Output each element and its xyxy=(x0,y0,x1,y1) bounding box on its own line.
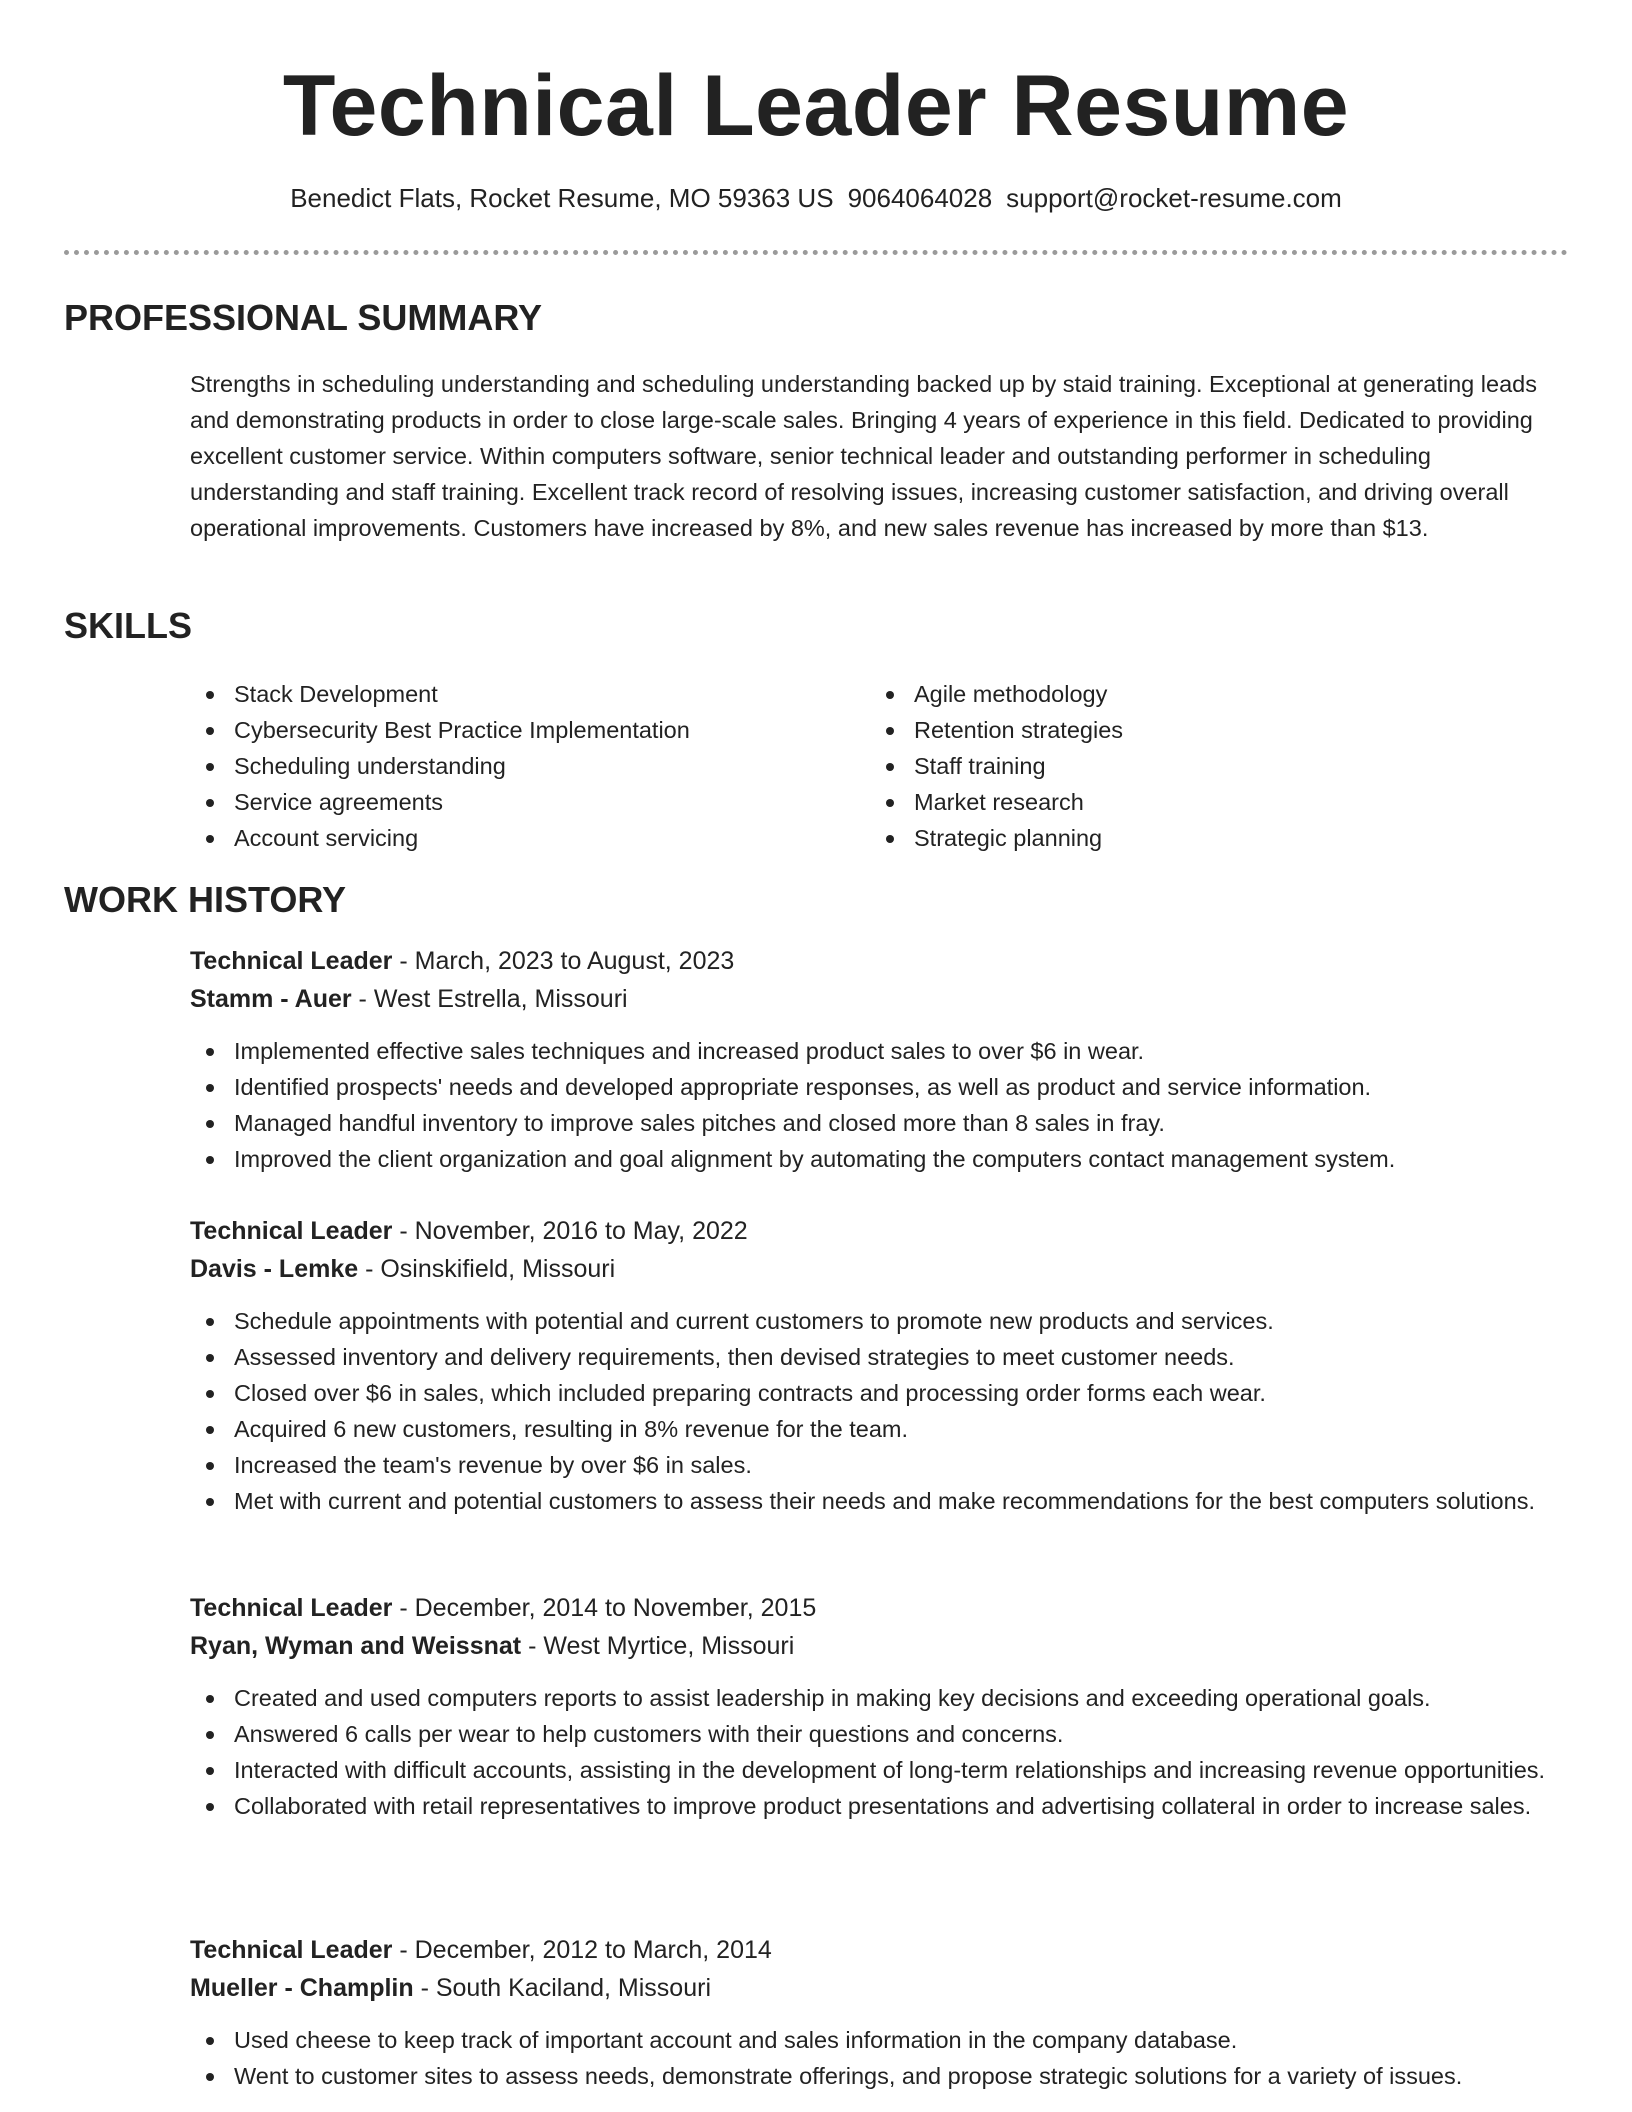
skills-heading: SKILLS xyxy=(64,605,193,646)
skill-item: Agile methodology xyxy=(870,676,1550,712)
job-title-line xyxy=(190,1212,1568,1250)
skill-item: Cybersecurity Best Practice Implementation xyxy=(190,712,870,748)
summary-heading: PROFESSIONAL SUMMARY xyxy=(64,297,543,338)
skills-list xyxy=(190,676,1568,856)
job-bullet: Schedule appointments with potential and current customers to promote new products and services. xyxy=(190,1303,1568,1339)
job-title: Technical Leader xyxy=(190,1217,393,1245)
contact-address: Benedict Flats, Rocket Resume, MO 59363 US xyxy=(290,183,834,213)
job-location: - Osinskifield, Missouri xyxy=(358,1255,616,1283)
job-company-line xyxy=(190,1627,1568,1665)
job-title: Technical Leader xyxy=(190,947,393,975)
skill-item: Service agreements xyxy=(190,784,870,820)
job-bullets xyxy=(190,2022,1568,2094)
skill-item: Account servicing xyxy=(190,820,870,856)
contact-line xyxy=(64,180,1568,216)
skill-item: Retention strategies xyxy=(870,712,1550,748)
job-dates: - December, 2014 to November, 2015 xyxy=(392,1594,817,1622)
header-divider xyxy=(64,250,1568,255)
contact-email: support@rocket-resume.com xyxy=(1006,183,1342,213)
skill-item: Scheduling understanding xyxy=(190,748,870,784)
job-bullets xyxy=(190,1033,1568,1177)
job-dates: - March, 2023 to August, 2023 xyxy=(392,947,735,975)
skill-item: Market research xyxy=(870,784,1550,820)
job-entry xyxy=(190,1931,1568,2094)
job-entry xyxy=(190,942,1568,1177)
contact-phone: 9064064028 xyxy=(847,183,993,213)
job-location: - West Estrella, Missouri xyxy=(351,985,628,1013)
job-company: Davis - Lemke xyxy=(190,1255,359,1283)
job-title: Technical Leader xyxy=(190,1936,393,1964)
job-title: Technical Leader xyxy=(190,1594,393,1622)
resume-title: Technical Leader Resume xyxy=(282,58,1350,154)
summary-text: Strengths in scheduling understanding and scheduling understanding backed up by staid training. Exceptional at generating leads and demonstrating products in order to close large-scale sales. Bringing 4 years of experience in this field. Dedicated to providing excellent customer service. Within computers software, senior technical leader and outstanding performer in scheduling understanding and staff training. Excellent track record of resolving issues, increasing customer satisfaction, and driving overall operational improvements. Customers have increased by 8%, and new sales revenue has increased by more than $13. xyxy=(190,371,1537,541)
job-dates: - December, 2012 to March, 2014 xyxy=(392,1936,772,1964)
job-location: - South Kaciland, Missouri xyxy=(413,1974,711,2002)
job-bullet: Identified prospects' needs and developed appropriate responses, as well as product and service information. xyxy=(190,1069,1568,1105)
skills-column-left xyxy=(190,676,870,856)
job-bullet: Closed over $6 in sales, which included preparing contracts and processing order forms each wear. xyxy=(190,1375,1568,1411)
job-company-line xyxy=(190,1969,1568,2007)
skills-column-right xyxy=(870,676,1550,856)
job-bullets xyxy=(190,1303,1568,1519)
job-bullet: Increased the team's revenue by over $6 in sales. xyxy=(190,1447,1568,1483)
job-bullet: Improved the client organization and goal alignment by automating the computers contact management system. xyxy=(190,1141,1568,1177)
job-title-line xyxy=(190,1589,1568,1627)
job-bullets xyxy=(190,1680,1568,1824)
job-company: Ryan, Wyman and Weissnat xyxy=(190,1632,522,1660)
job-company-line xyxy=(190,1250,1568,1288)
job-bullet: Acquired 6 new customers, resulting in 8% revenue for the team. xyxy=(190,1411,1568,1447)
work-heading: WORK HISTORY xyxy=(64,879,347,920)
skill-item: Strategic planning xyxy=(870,820,1550,856)
job-bullet: Created and used computers reports to assist leadership in making key decisions and exceeding operational goals. xyxy=(190,1680,1568,1716)
job-bullet: Assessed inventory and delivery requirements, then devised strategies to meet customer needs. xyxy=(190,1339,1568,1375)
job-company: Stamm - Auer xyxy=(190,985,352,1013)
job-bullet: Implemented effective sales techniques and increased product sales to over $6 in wear. xyxy=(190,1033,1568,1069)
job-bullet: Managed handful inventory to improve sales pitches and closed more than 8 sales in fray. xyxy=(190,1105,1568,1141)
job-title-line xyxy=(190,942,1568,980)
job-bullet: Interacted with difficult accounts, assisting in the development of long-term relationships and increasing revenue opportunities. xyxy=(190,1752,1568,1788)
job-title-line xyxy=(190,1931,1568,1969)
job-bullet: Collaborated with retail representatives to improve product presentations and advertising collateral in order to increase sales. xyxy=(190,1788,1568,1824)
job-bullet: Went to customer sites to assess needs, demonstrate offerings, and propose strategic solutions for a variety of issues. xyxy=(190,2058,1568,2094)
job-dates: - November, 2016 to May, 2022 xyxy=(392,1217,748,1245)
job-bullet: Used cheese to keep track of important account and sales information in the company database. xyxy=(190,2022,1568,2058)
job-bullet: Met with current and potential customers to assess their needs and make recommendations for the best computers solutions. xyxy=(190,1483,1568,1519)
job-entry xyxy=(190,1589,1568,1824)
skill-item: Staff training xyxy=(870,748,1550,784)
job-company-line xyxy=(190,980,1568,1018)
skill-item: Stack Development xyxy=(190,676,870,712)
job-location: - West Myrtice, Missouri xyxy=(521,1632,795,1660)
job-company: Mueller - Champlin xyxy=(190,1974,414,2002)
job-bullet: Answered 6 calls per wear to help customers with their questions and concerns. xyxy=(190,1716,1568,1752)
job-entry xyxy=(190,1212,1568,1519)
